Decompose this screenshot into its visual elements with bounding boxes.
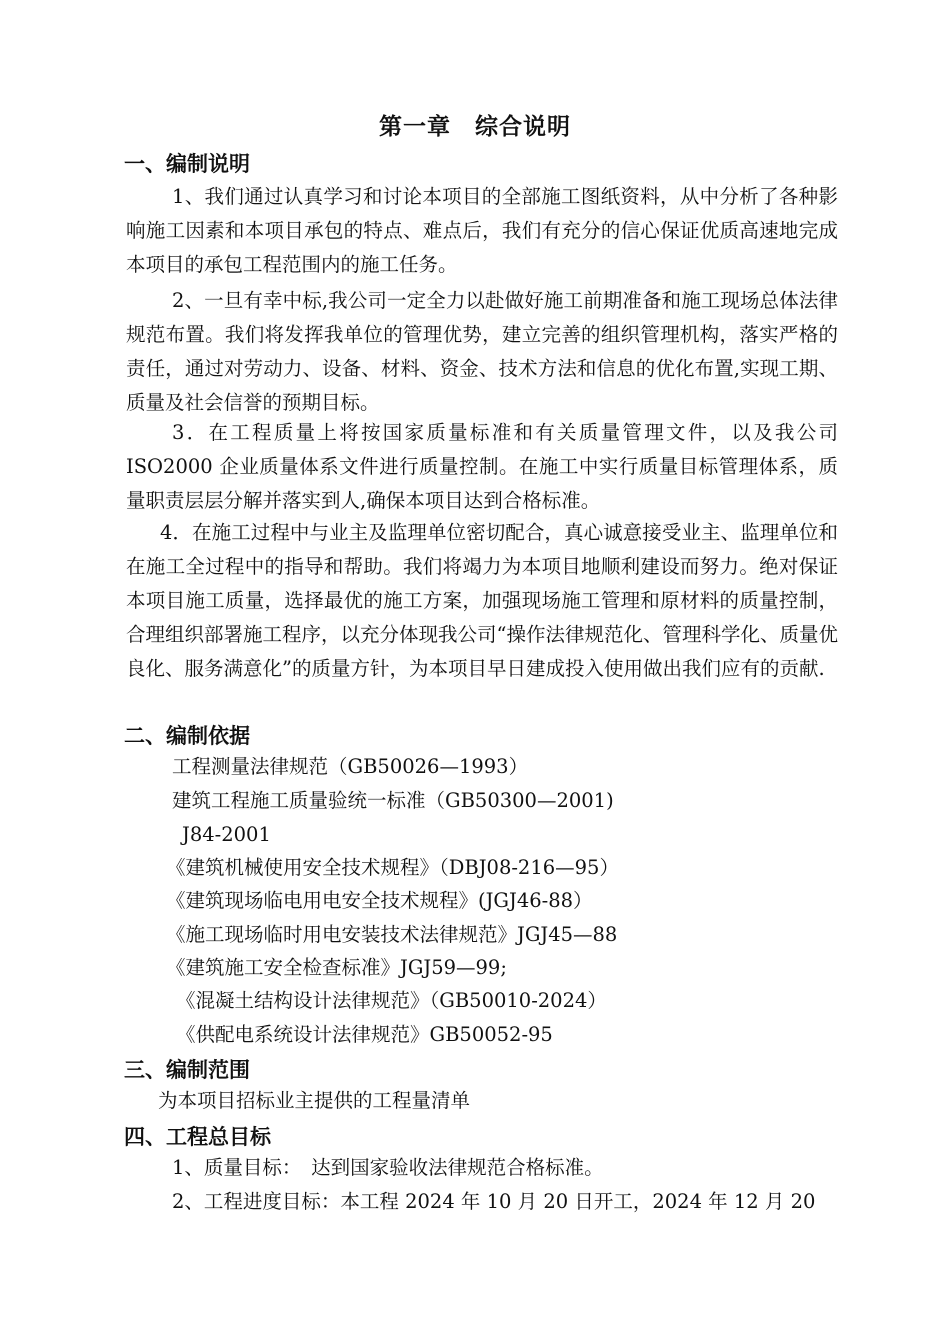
basis-item: 《供配电系统设计法律规范》GB50052-95 (176, 1023, 553, 1046)
basis-item: 建筑工程施工质量验统一标准（GB50300—2001) (172, 789, 614, 812)
section-heading-compilation-basis: 二、编制依据 (124, 724, 250, 748)
section-heading-compilation-scope: 三、编制范围 (124, 1058, 250, 1082)
paragraph-2: 2、一旦有幸中标,我公司一定全力以赴做好施工前期准备和施工现场总体法律规范布置。我们将发挥我单位的管理优势，建立完善的组织管理机构，落实严格的责任，通过对劳动力、设备、材料、资金、技术方法和信息的优化布置,实现工期、质量及社会信誉的预期目标。 (126, 289, 838, 414)
paragraph-3: 3．在工程质量上将按国家质量标准和有关质量管理文件，以及我公司 ISO2000 企业质量体系文件进行质量控制。在施工中实行质量目标管理体系，质量职责层层分解并落实到人,确保本项目达到合格标准。 (126, 421, 838, 512)
basis-item: 工程测量法律规范（GB50026—1993） (172, 755, 529, 778)
basis-item: J84-2001 (182, 823, 271, 846)
section-heading-compilation-notes: 一、编制说明 (124, 152, 250, 176)
basis-item: 《建筑施工安全检查标准》JGJ59—99; (166, 956, 507, 979)
basis-item: 《混凝土结构设计法律规范》（GB50010-2024） (176, 989, 607, 1012)
goal-item: 1、质量目标： 达到国家验收法律规范合格标准。 (172, 1156, 604, 1179)
chapter-title: 第一章 综合说明 (379, 114, 571, 140)
basis-item: 《建筑机械使用安全技术规程》（DBJ08-216—95） (166, 856, 619, 879)
section-heading-project-goals: 四、工程总目标 (124, 1125, 271, 1149)
scope-item: 为本项目招标业主提供的工程量清单 (158, 1089, 471, 1112)
paragraph-1: 1、我们通过认真学习和讨论本项目的全部施工图纸资料，从中分析了各种影响施工因素和本项目承包的特点、难点后，我们有充分的信心保证优质高速地完成本项目的承包工程范围内的施工任务。 (126, 185, 838, 276)
paragraph-4: 4．在施工过程中与业主及监理单位密切配合，真心诚意接受业主、监理单位和在施工全过程中的指导和帮助。我们将竭力为本项目地顺利建设而努力。绝对保证本项目施工质量，选择最优的施工方案，加强现场施工管理和原材料的质量控制，合理组织部署施工程序，以充分体现我公司“操作法律规范化、管理科学化、质量优良化、服务满意化”的质量方针，为本项目早日建成投入使用做出我们应有的贡献. (126, 521, 838, 680)
basis-item: 《施工现场临时用电安装技术法律规范》JGJ45—88 (166, 923, 618, 946)
goal-item: 2、工程进度目标：本工程 2024 年 10 月 20 日开工，2024 年 12 月 20 (172, 1190, 816, 1213)
basis-item: 《建筑现场临电用电安全技术规程》(JGJ46-88） (166, 889, 593, 912)
